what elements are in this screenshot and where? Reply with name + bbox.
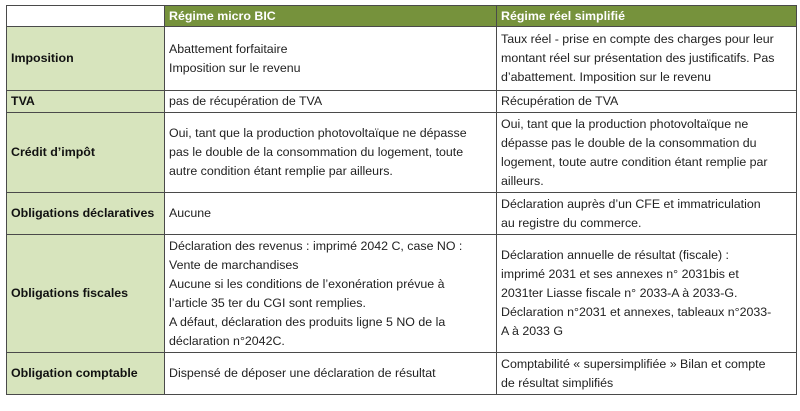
cell-line: Vente de marchandises [169,257,299,272]
table-row [7,193,797,235]
comparison-table [6,5,797,395]
row-label: Obligations déclaratives [7,193,165,235]
cell-reel [497,27,797,91]
cell-line: Abattement forfaitaire [169,41,288,56]
cell-line: ailleurs. [501,173,544,188]
cell-line: autre condition étant remplie par ailleurs. [169,164,393,178]
cell-line: pas de récupération de TVA [169,94,323,108]
cell-line: Dispensé de déposer une déclaration de résultat [169,366,436,380]
cell-line: de résultat simplifiés [501,375,614,390]
cell-reel [497,353,797,395]
cell-line: 2031ter Liasse fiscale n° 2033-A à 2033-G. [501,286,738,300]
table-row [7,27,797,91]
cell-line: déclaration n°2042C. [169,333,285,348]
cell-line: Déclaration auprès d’un CFE et immatriculation [501,196,761,211]
row-label: TVA [7,91,165,113]
table-row [7,113,797,193]
cell-micro [165,353,497,395]
cell-line: Déclaration n°2031 et annexes, tableaux n°2033- [501,305,772,319]
cell-line: Aucune [169,206,212,220]
cell-line: montant réel sur présentation des justificatifs. Pas [501,51,775,65]
cell-line: Aucune si les conditions de l’exonération prévue à [169,276,445,291]
cell-line: A défaut, déclaration des produits ligne 5 NO de la [169,314,446,329]
cell-line: Taux réel - prise en compte des charges pour leur [501,32,774,46]
cell-micro [165,193,497,235]
cell-micro [165,113,497,193]
cell-micro [165,27,497,91]
cell-line: Déclaration annuelle de résultat (fiscale) : [501,248,729,262]
cell-reel [497,91,797,113]
cell-line: logement, toute autre condition étant remplie par [501,154,768,169]
header-row [7,6,797,27]
table-row [7,353,797,395]
table-row [7,235,797,353]
cell-line: Comptabilité « supersimplifiée » Bilan et compte [501,356,766,371]
row-label: Obligation comptable [7,353,165,395]
row-label: Obligations fiscales [7,235,165,353]
cell-line: A à 2033 G [501,324,564,338]
table-row [7,91,797,113]
cell-micro [165,235,497,353]
cell-line: dépasse pas le double de la consommation du [501,135,757,150]
cell-line: Oui, tant que la production photovoltaïque ne [501,116,749,131]
header-reel-simplifie: Régime réel simplifié [497,6,797,27]
header-corner [7,6,165,27]
cell-line: imprimé 2031 et ses annexes n° 2031bis et [501,267,739,281]
cell-line: Récupération de TVA [501,94,619,108]
row-label: Crédit d’impôt [7,113,165,193]
cell-micro [165,91,497,113]
cell-reel [497,113,797,193]
cell-reel [497,235,797,353]
cell-line: pas le double de la consommation du logement, toute [169,145,464,159]
cell-reel [497,193,797,235]
cell-line: Oui, tant que la production photovoltaïque ne dépasse [169,126,467,140]
cell-line: Déclaration des revenus : imprimé 2042 C, case NO : [169,238,463,253]
cell-line: Imposition sur le revenu [169,60,301,75]
header-micro-bic: Régime micro BIC [165,6,497,27]
row-label: Imposition [7,27,165,91]
cell-line: l’article 35 ter du CGI sont remplies. [169,295,366,310]
cell-line: au registre du commerce. [501,215,642,230]
cell-line: d’abattement. Imposition sur le revenu [501,70,712,84]
